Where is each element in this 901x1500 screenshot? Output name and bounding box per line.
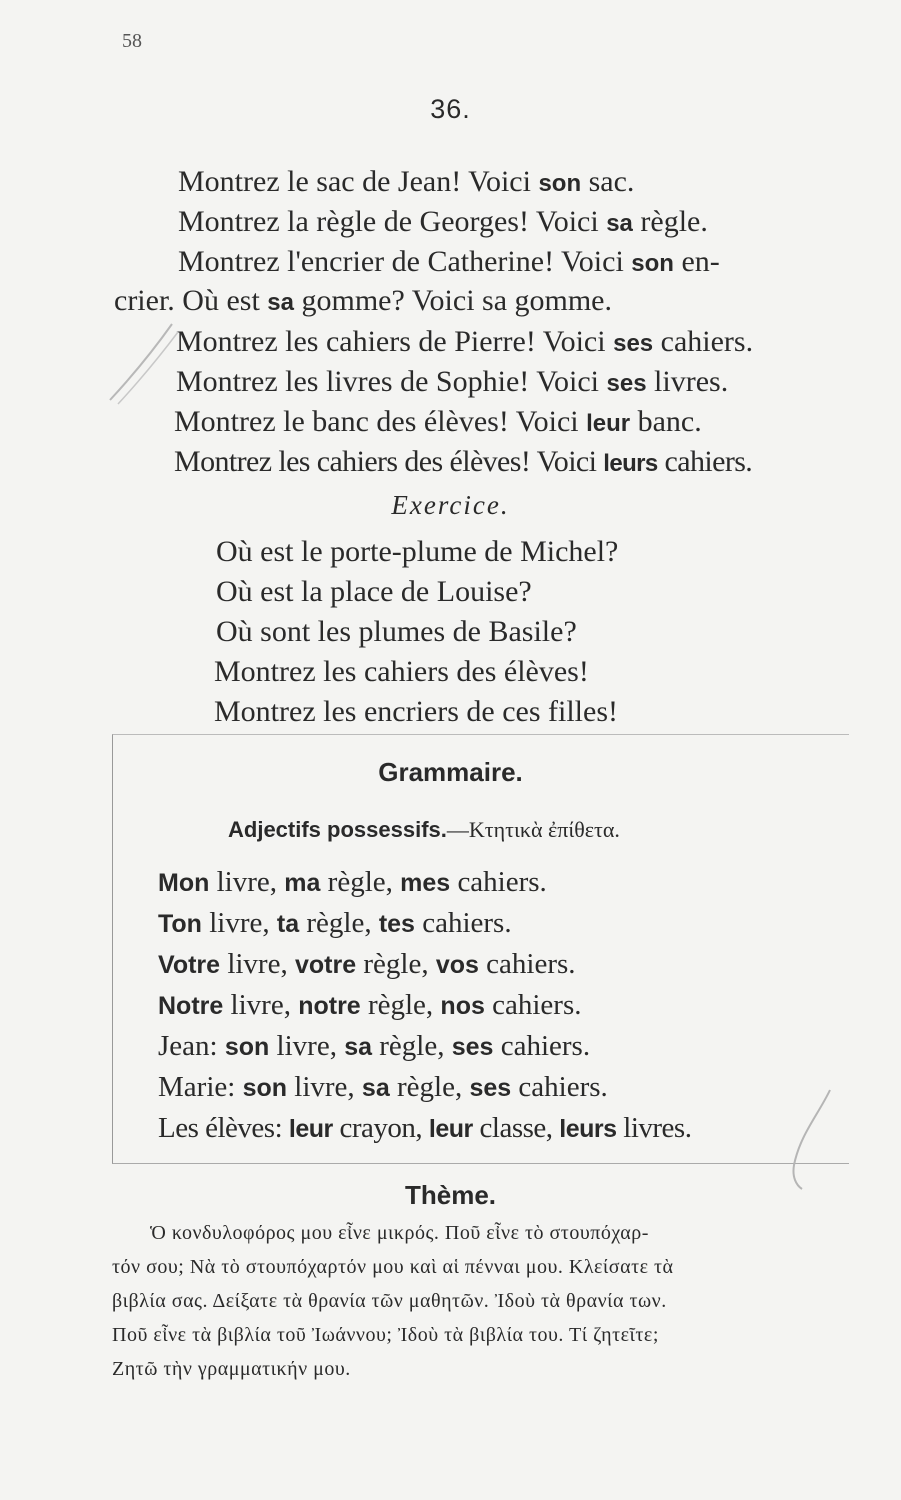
text-line: Montrez le sac de Jean! Voici son sac. [178, 165, 635, 198]
grammar-line: Marie: son livre, sa règle, ses cahiers. [158, 1071, 608, 1103]
text-line: Montrez les cahiers des élèves! Voici leurs cahiers. [174, 445, 753, 478]
text-line: Montrez le banc des élèves! Voici leur banc. [174, 405, 702, 438]
grammar-line: Jean: son livre, sa règle, ses cahiers. [158, 1030, 591, 1062]
pencil-mark [100, 318, 180, 408]
text-line: Montrez les livres de Sophie! Voici ses livres. [176, 365, 729, 398]
grammar-subtitle: Adjectifs possessifs.—Κτητικὰ ἐπίθετα. [228, 817, 620, 842]
theme-title: Thème. [404, 1180, 497, 1210]
text-line: Montrez l'encrier de Catherine! Voici son en- [178, 245, 720, 278]
exercise-line: Où sont les plumes de Basile? [216, 615, 577, 648]
theme-line: Ὁ κονδυλοφόρος μου εἶνε μικρός. Ποῦ εἶνε τὸ στουπόχαρ- [150, 1222, 649, 1244]
lesson-number: 36. [430, 94, 471, 124]
exercise-line: Où est la place de Louise? [216, 575, 532, 608]
text-line: crier. Où est sa gomme? Voici sa gomme. [114, 284, 613, 317]
grammar-title: Grammaire. [378, 757, 523, 787]
theme-line: Ζητῶ τὴν γραμματικήν μου. [112, 1358, 351, 1380]
theme-line: βιβλία σας. Δείξατε τὰ θρανία τῶν μαθητῶν. Ἰδοὺ τὰ θρανία των. [112, 1290, 667, 1312]
pencil-mark [780, 1085, 840, 1195]
theme-line: Ποῦ εἶνε τὰ βιβλία τοῦ Ἰωάννου; Ἰδοὺ τὰ βιβλία του. Τί ζητεῖτε; [112, 1324, 659, 1346]
grammar-line: Ton livre, ta règle, tes cahiers. [158, 907, 512, 939]
exercise-line: Montrez les cahiers des élèves! [214, 655, 589, 688]
grammar-line: Les élèves: leur crayon, leur classe, leurs livres. [158, 1112, 692, 1144]
exercise-title: Exercice. [391, 490, 510, 520]
exercise-line: Montrez les encriers de ces filles! [214, 695, 618, 728]
page-number: 58 [122, 30, 142, 52]
grammar-line: Mon livre, ma règle, mes cahiers. [158, 866, 547, 898]
exercise-line: Où est le porte-plume de Michel? [216, 535, 619, 568]
grammar-line: Notre livre, notre règle, nos cahiers. [158, 989, 582, 1021]
text-line: Montrez la règle de Georges! Voici sa règle. [178, 205, 708, 238]
theme-line: τόν σου; Νὰ τὸ στουπόχαρτόν μου καὶ αἱ πένναι μου. Κλείσατε τὰ [112, 1256, 674, 1278]
text-line: Montrez les cahiers de Pierre! Voici ses cahiers. [176, 325, 754, 358]
grammar-line: Votre livre, votre règle, vos cahiers. [158, 948, 576, 980]
